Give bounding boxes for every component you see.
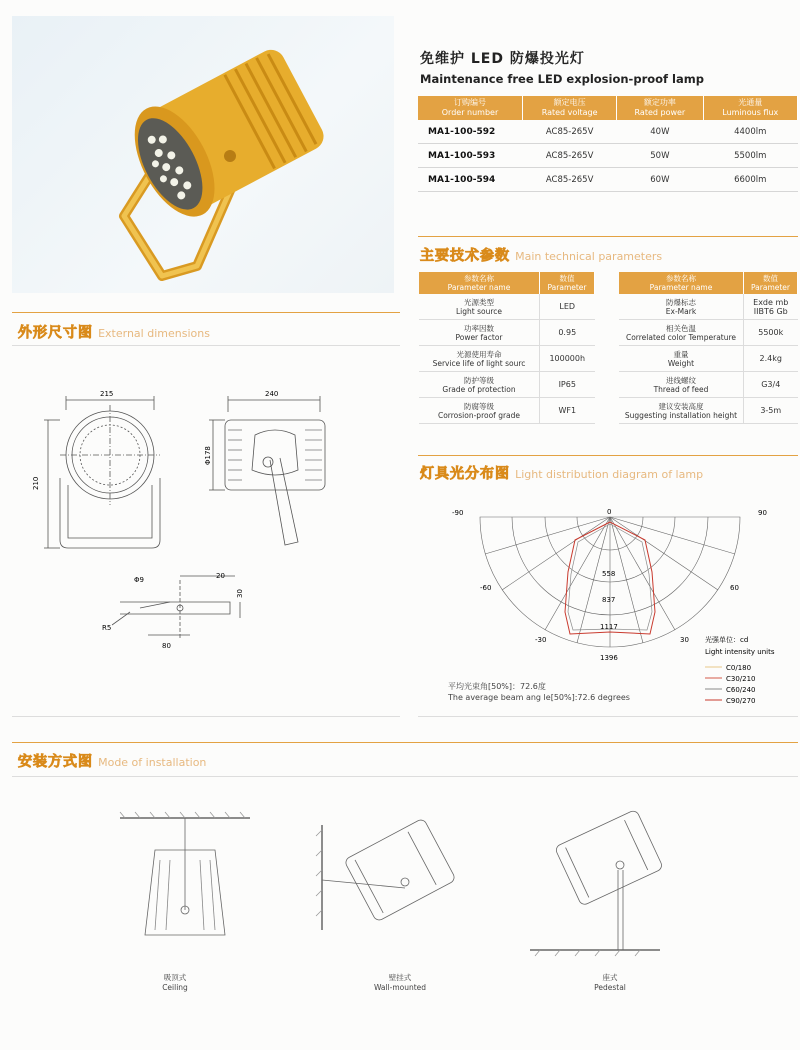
params-header: 参数名称 Parameter name 数值 Parameter [619,272,798,294]
order-number: MA1-100-594 [418,168,523,192]
angle-label: -30 [535,636,547,644]
angle-label: 0 [607,508,612,516]
section-divider [12,742,798,743]
ring-label: 1396 [600,654,618,662]
section-divider [418,716,798,717]
luminous-flux: 6600lm [703,168,797,192]
section-divider [12,716,400,717]
order-number: MA1-100-592 [418,120,523,144]
luminous-flux: 4400lm [703,120,797,144]
dim-80-label: 80 [162,642,171,650]
table-row [418,168,798,192]
section-divider [418,236,798,237]
legend-item: C0/180 [726,664,752,672]
header-rated-power: 额定功率 Rated power [617,96,703,120]
section-heading-install: 安装方式图 Mode of installation [18,754,207,770]
header-luminous-flux: 光通量 Luminous flux [703,96,797,120]
section-divider [12,345,400,346]
dimension-drawing [30,380,390,670]
table-row: 防护等级 Grade of protection IP65 [419,372,595,398]
dim-30-label: 30 [236,589,244,598]
install-ceiling-caption: 吸顶式 Ceiling [162,973,188,992]
dim-diameter-label: Φ178 [204,446,212,465]
install-pedestal-caption: 座式 Pedestal [594,973,626,992]
explosion-proof-lamp-image [12,16,394,293]
order-table-header [418,96,798,120]
params-table-right [619,272,798,424]
product-title-en: Maintenance free LED explosion-proof lamp [420,72,704,86]
section-heading-dims: 外形尺寸图 External dimensions [18,325,210,341]
dim-radius-label: R5 [102,624,112,632]
table-row: 功率因数 Power factor 0.95 [419,320,595,346]
angle-label: -90 [452,509,464,517]
ring-label: 1117 [600,623,618,631]
installation-drawings [100,810,680,970]
order-number: MA1-100-593 [418,144,523,168]
rated-voltage: AC85-265V [523,168,617,192]
angle-label: 90 [758,509,767,517]
table-row: 相关色温 Correlated color Temperature 5500k [619,320,798,346]
section-divider [12,776,798,777]
legend-item: C90/270 [726,697,756,705]
table-row: 重量 Weight 2.4kg [619,346,798,372]
beam-angle-en: The average beam ang le[50%]:72.6 degrees [448,693,630,702]
table-row: 光源使用寿命 Service life of light sourc 100000h [419,346,595,372]
order-table [418,96,798,192]
ring-label: 837 [602,596,616,604]
rated-voltage: AC85-265V [523,120,617,144]
section-divider [418,455,798,456]
beam-angle-cn: 平均光束角[50%]：72.6度 [448,682,546,691]
header-rated-voltage: 额定电压 Rated voltage [523,96,617,120]
dim-width-label: 215 [100,390,114,398]
params-header: 参数名称 Parameter name 数值 Parameter [419,272,595,294]
dim-height-label: 210 [32,476,40,490]
section-divider [12,312,400,313]
units-cn: 光强单位：cd [705,636,749,644]
dim-20-label: 20 [216,572,225,580]
angle-label: 30 [680,636,689,644]
luminous-flux: 5500lm [703,144,797,168]
table-row: 光源类型 Light source LED [419,294,595,320]
rated-power: 50W [617,144,703,168]
table-row: 防爆标志 Ex-Mark Exde mb IIBT6 Gb [619,294,798,320]
table-row [418,144,798,168]
table-row: 进线螺纹 Thread of feed G3/4 [619,372,798,398]
rated-voltage: AC85-265V [523,144,617,168]
product-photo [12,16,394,293]
ring-label: 558 [602,570,616,578]
params-table-left [419,272,595,424]
chart-legend [705,664,756,705]
table-row: 建议安装高度 Suggesting installation height 3-5m [619,398,798,424]
product-title-cn: 免维护 LED 防爆投光灯 [420,51,585,67]
table-row [418,120,798,144]
install-wall-caption: 壁挂式 Wall-mounted [373,973,427,992]
legend-item: C60/240 [726,686,756,694]
dim-hole-label: Φ9 [134,576,144,584]
angle-label: -60 [480,584,492,592]
header-order-number: 订购编号 Order number [418,96,523,120]
section-heading-light: 灯具光分布图 Light distribution diagram of lamp [420,466,704,482]
rated-power: 60W [617,168,703,192]
legend-item: C30/210 [726,675,756,683]
section-heading-tech: 主要技术参数 Main technical parameters [420,248,663,264]
units-en: Light intensity units [705,648,775,656]
rated-power: 40W [617,120,703,144]
dim-length-label: 240 [265,390,279,398]
angle-label: 60 [730,584,739,592]
table-row: 防腐等级 Corrosion-proof grade WF1 [419,398,595,424]
